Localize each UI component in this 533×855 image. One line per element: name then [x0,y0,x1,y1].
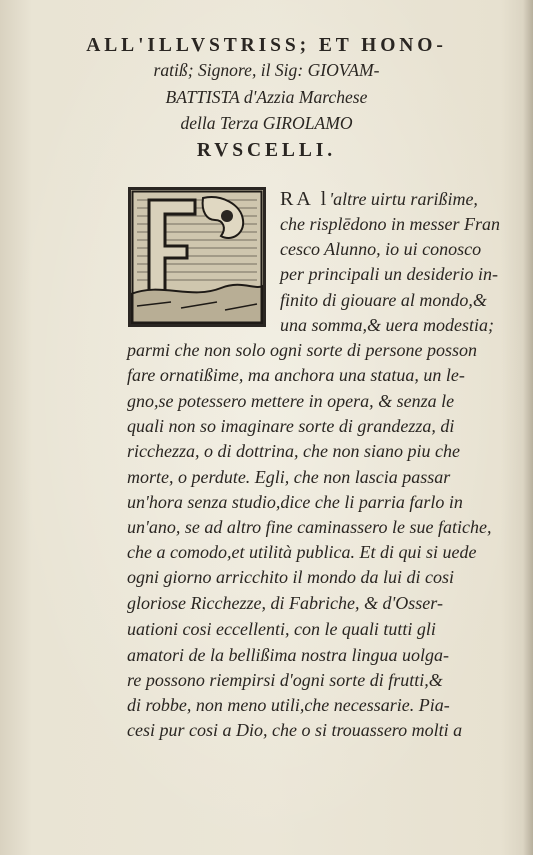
decorated-initial-f [128,187,266,327]
text-line: per principali un desiderio in- [280,264,498,284]
opening-rest: 'altre uirtu rarißime, [329,189,478,209]
text-line: cesco Alunno, io ui conosco [280,239,482,259]
text-line: che risplēdono in messer Fran [280,214,500,234]
text-line: cesi pur cosi a Dio, che o si trouassero molti a [127,720,463,740]
text-line: che a comodo,et utilità publica. Et di qui si uede [127,542,477,562]
text-line: di robbe, non meno utili,che necessarie. Pia- [127,695,450,715]
text-line: un'ano, se ad altro fine caminassero le sue fatiche, [127,517,492,537]
heading-line-5: RVSCELLI. [196,139,337,161]
text-line: finito di giouare al mondo,& [280,290,487,310]
text-line: un'hora senza studio,dice che li parria farlo in [127,492,463,512]
text-line: ricchezza, o di dottrina, che non siano piu che [127,441,460,461]
heading-line-3: BATTISTA d'Azzia Marchese [165,87,368,107]
heading-line-2: ratiß; Signore, il Sig: GIOVAM- [153,60,380,80]
text-line: amatori de la bellißima nostra lingua uolga- [127,645,449,665]
text-line: gno,se potessero mettere in opera, & senza le [127,391,455,411]
text-line: re possono riempirsi d'ogni sorte di frutti,& [127,670,443,690]
text-line: quali non so imaginare sorte di grandezza, di [127,416,455,436]
text-line: ogni giorno arricchito il mondo da lui di cosi [127,567,454,587]
text-line [280,188,478,210]
heading-line-4: della Terza GIROLAMO [180,113,353,133]
text-line: una somma,& uera modestia; [280,315,494,335]
text-line: parmi che non solo ogni sorte di persone posson [127,340,477,360]
text-line: gloriose Ricchezze, di Fabriche, & d'Osser- [127,593,443,613]
text-line: morte, o perdute. Egli, che non lascia passar [127,467,451,487]
opening-capitals: RA l [280,188,330,210]
heading-line-1: ALL'ILLVSTRISS; ET HONO- [86,34,447,56]
woodcut-illustration [131,190,263,324]
text-line: fare ornatißime, ma anchora una statua, un le- [127,365,465,385]
text-line: uationi cosi eccellenti, con le quali tutti gli [127,619,436,639]
